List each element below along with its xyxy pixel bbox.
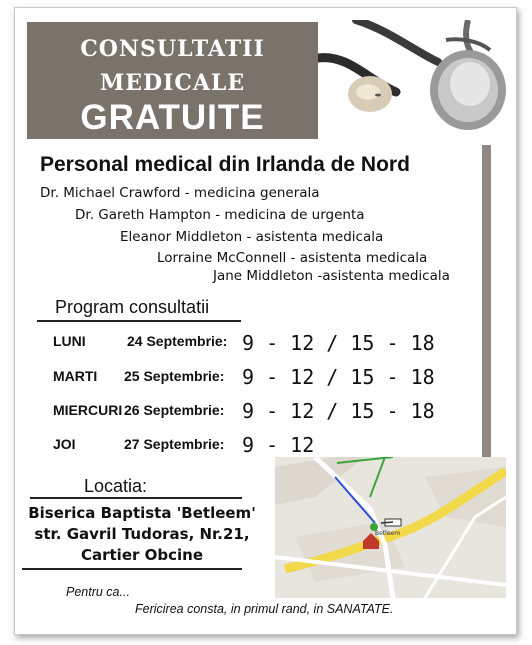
- schedule-hours: 9 - 12 / 15 - 18: [242, 331, 435, 355]
- divider: [30, 497, 242, 499]
- address-line: Cartier Obcine: [80, 546, 203, 564]
- divider: [37, 320, 241, 322]
- map-graphic: [275, 457, 506, 598]
- location-heading: Locatia:: [84, 476, 148, 496]
- schedule-hours: 9 - 12 / 15 - 18: [242, 399, 435, 423]
- address-line: str. Gavril Tudoras, Nr.21,: [34, 525, 250, 543]
- footer-line2: Fericirea consta, in primul rand, in SANATATE.: [135, 602, 394, 616]
- staff-heading: Personal medical din Irlanda de Nord: [40, 153, 410, 176]
- footer-line1: Pentru ca...: [66, 585, 130, 599]
- header-title-line1: CONSULTATII: [80, 36, 265, 62]
- staff-member: Jane Middleton -asistenta medicala: [213, 268, 450, 284]
- header-title-line3: GRATUITE: [80, 98, 265, 137]
- schedule-day: MARTI: [53, 368, 98, 384]
- staff-member: Lorraine McConnell - asistenta medicala: [157, 250, 428, 266]
- location-map: [275, 457, 506, 598]
- program-heading: Program consultatii: [55, 297, 210, 317]
- stethoscope-image: [318, 20, 508, 142]
- schedule-date: 26 Septembrie:: [124, 402, 225, 418]
- map-place-label: Betleem: [375, 530, 401, 537]
- schedule-date: 24 Septembrie:: [127, 333, 228, 349]
- address-line: Biserica Baptista 'Betleem': [28, 504, 256, 522]
- schedule-hours: 9 - 12 / 15 - 18: [242, 365, 435, 389]
- schedule-day: JOI: [53, 436, 76, 452]
- schedule-date: 27 Septembrie:: [124, 436, 225, 452]
- staff-member: Dr. Gareth Hampton - medicina de urgenta: [75, 207, 365, 223]
- schedule-day: LUNI: [53, 333, 86, 349]
- staff-member: Dr. Michael Crawford - medicina generala: [40, 185, 320, 201]
- header-title-line2: MEDICALE: [99, 70, 246, 96]
- divider: [22, 568, 242, 570]
- staff-member: Eleanor Middleton - asistenta medicala: [120, 229, 384, 245]
- schedule-date: 25 Septembrie:: [124, 368, 225, 384]
- schedule-day: MIERCURI: [53, 402, 123, 418]
- schedule-hours: 9 - 12: [242, 433, 315, 457]
